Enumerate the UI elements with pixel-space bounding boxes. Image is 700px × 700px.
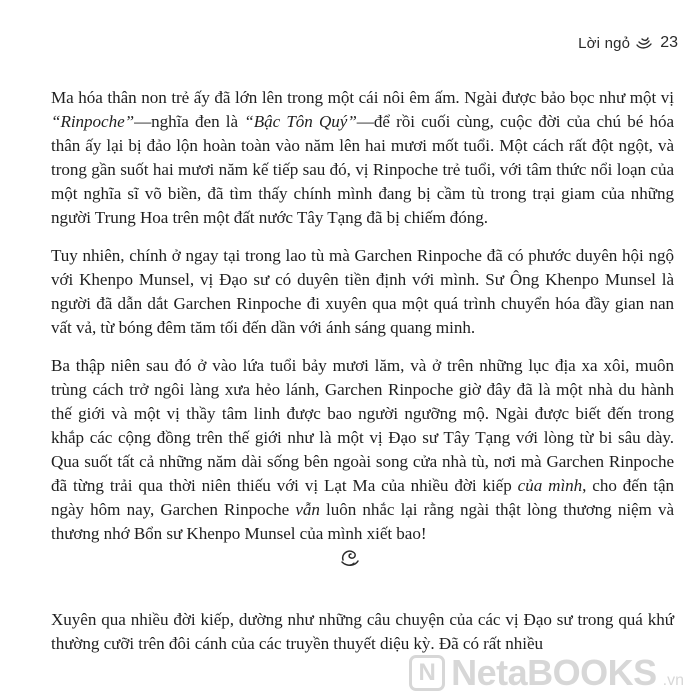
continuation-text [51,608,674,656]
watermark-suffix: .vn [662,672,684,689]
body-text [51,86,674,560]
watermark-logo: N [409,655,445,691]
conch-shell-ornament-icon [339,548,361,568]
italic-run: “Bậc Tôn Quý” [244,112,357,131]
chapter-title: Lời ngỏ [578,34,631,52]
text-run: Ma hóa thân non trẻ ấy đã lớn lên trong một cái nôi êm ấm. Ngài được bảo bọc như một vị [51,88,674,107]
swirl-ornament-icon [636,36,654,50]
paragraph-4: Xuyên qua nhiều đời kiếp, dường như những câu chuyện của các vị Đạo sư trong quá khứ thường cưỡi trên đôi cánh của các truyền thuyết diệu kỳ. Đã có rất nhiều [51,610,674,653]
text-run: Tuy nhiên, chính ở ngay tại trong lao tù mà Garchen Rinpoche đã có phước duyên hội ngộ với Khenpo Munsel, vị Đạo sư có duyên tiền định với mình. Sư Ông Khenpo Munsel là người đã dẫn dắt Garchen Rinpoche đi xuyên qua một quá trình chuyển hóa đầy gian nan vất vả, từ bóng đêm tăm tối đến dần với ánh sáng quang minh. [51,246,674,337]
paragraph-2 [51,244,674,340]
text-run: Ba thập niên sau đó ở vào lứa tuổi bảy mươi lăm, và ở trên những lục địa xa xôi, muôn trùng cách trở ngôi làng xưa hẻo lánh, Garchen Rinpoche giờ đây đã là một nhà du hành thế giới và một vị thầy tâm linh được bao người ngưỡng mộ. Ngài được biết đến trong khắp các cộng đồng trên thế giới như là một vị Đạo sư Tây Tạng với lòng từ bi sâu dày. Qua suốt tất cả những năm dài sống bên ngoài song cửa nhà tù, nơi mà Garchen Rinpoche đã từng trải qua thời niên thiếu với vị Lạt Ma của nhiều đời kiếp [51,356,674,495]
running-header [578,34,678,52]
text-run: luôn nhắc lại rằng ngài thật lòng thương niệm và thương nhớ Bổn sư Khenpo Munsel của mình xiết bao! [51,500,674,543]
paragraph-3 [51,354,674,546]
italic-run: của mình [517,476,583,495]
watermark-brand: NetaBOOKS [451,652,657,693]
netabooks-watermark [409,652,684,694]
text-run: —để rồi cuối cùng, cuộc đời của chú bé hóa thân ấy lại bị đảo lộn hoàn toàn vào năm lên hai mươi mốt tuổi. Một cách rất đột ngột, và trong gần suốt hai mươi năm kế tiếp sau đó, vị Rinpoche trẻ tuổi, với tâm thức nổi loạn của một nghĩa sĩ võ biền, đã tìm thấy chính mình đang bị cầm tù trong trại giam của những người Trung Hoa trên một đất nước Tây Tạng đã bị chiếm đóng. [51,112,674,227]
paragraph-1 [51,86,674,230]
page-number: 23 [660,34,678,51]
text-run: —nghĩa đen là [134,112,245,131]
italic-run: “Rinpoche” [51,112,135,131]
text-run: , cho đến tận ngày hôm nay, Garchen Rinpoche [51,476,674,519]
italic-run: vẫn [295,500,320,519]
